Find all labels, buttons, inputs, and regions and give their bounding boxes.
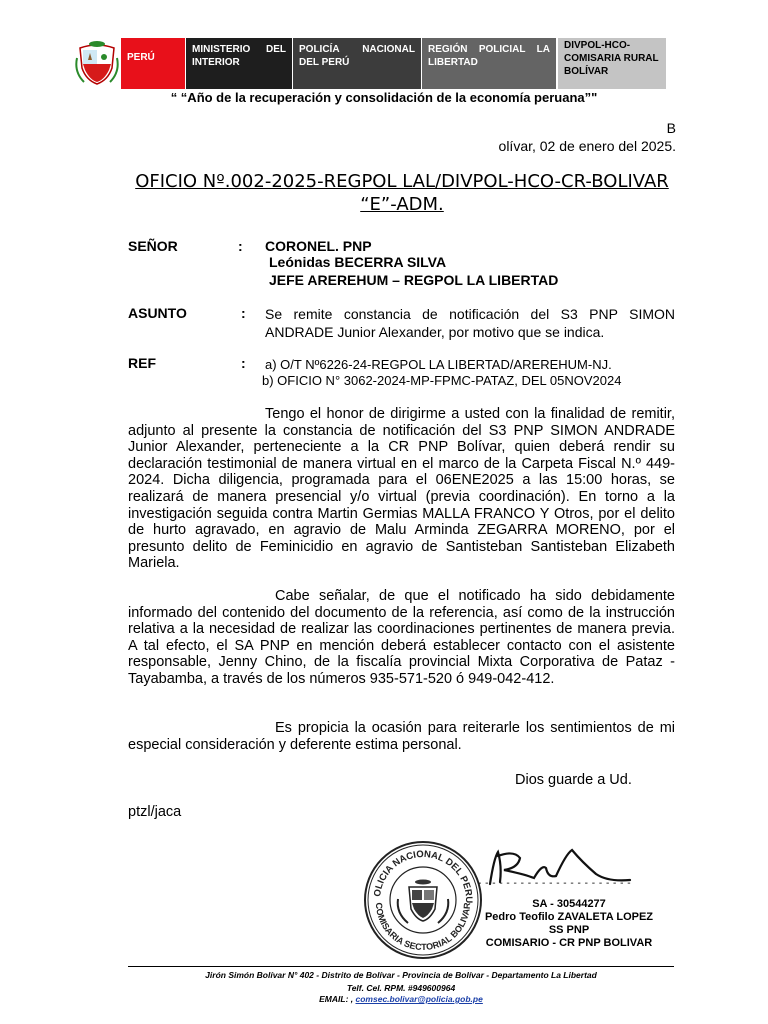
header-ministry: MINISTERIO DEL INTERIOR xyxy=(186,38,292,89)
reference-colon: : xyxy=(241,355,246,371)
national-shield-logo xyxy=(74,38,120,89)
header-region: REGIÓN POLICIAL LA LIBERTAD xyxy=(422,38,556,89)
addressee-colon: : xyxy=(238,238,243,254)
body-paragraph-3-text: Es propicia la ocasión para reiterarle los sentimientos de mi especial consideración y deferente estima personal. xyxy=(128,720,675,753)
header-peru: PERÚ xyxy=(121,38,185,89)
signer-rank: SS PNP xyxy=(548,924,590,936)
subject-label: ASUNTO xyxy=(128,305,187,321)
signer-post: COMISARIO - CR PNP BOLIVAR xyxy=(485,937,653,949)
signature-block xyxy=(474,898,664,950)
document-title: OFICIO Nº.002-2025-REGPOL LAL/DIVPOL-HCO-CR-BOLIVAR “E”-ADM. xyxy=(135,171,669,215)
police-seal-stamp xyxy=(362,839,484,961)
seal-bottom-text: COMISARIA SECTORIAL BOLIVAR xyxy=(373,902,473,953)
footer-email-link[interactable]: comsec.bolivar@policia.gob.pe xyxy=(355,994,483,1004)
subject-text: Se remite constancia de notificación del S3 PNP SIMON ANDRADE Junior Alexander, por motivo que se indica. xyxy=(265,306,675,340)
header-police: POLICÍA NACIONAL DEL PERÚ xyxy=(293,38,421,89)
date-line-1: B xyxy=(666,120,676,136)
body-paragraph-2-text: Cabe señalar, de que el notificado ha sido debidamente informado del contenido del documento de la referencia, así como de la instrucción relativa a la necesidad de realizar las coordinaciones pertinentes de manera previa. A tal efecto, el SA PNP en mención deberá establecer contacto con el asistente responsable, Jenny Chino, de la fiscalía provincial Mixta Corporativa de Pataz - Tayabamba, a través de los números 935-571-520 ó 949-042-412. xyxy=(128,588,675,687)
signer-id: SA - 30544277 xyxy=(532,898,606,910)
body-paragraph-3 xyxy=(128,720,675,753)
signature-dots: - - - - - - - - - - - - - - - - - - - - - - xyxy=(478,878,632,889)
closing-salutation: Dios guarde a Ud. xyxy=(515,772,632,788)
addressee-name: Leónidas BECERRA SILVA xyxy=(269,254,447,270)
footer-phone: Telf. Cel. RPM. #949600964 xyxy=(346,983,456,993)
addressee-post: JEFE AREREHUM – REGPOL LA LIBERTAD xyxy=(269,272,559,288)
body-paragraph-2 xyxy=(128,588,675,688)
date-line-2: olívar, 02 de enero del 2025. xyxy=(498,138,676,154)
subject-colon: : xyxy=(241,305,246,321)
addressee-label: SEÑOR xyxy=(128,238,178,254)
footer-address: Jirón Simón Bolívar N° 402 - Distrito de Bolívar - Provincia de Bolívar - Departamento La Libertad xyxy=(205,970,597,980)
body-paragraph-1-text: Tengo el honor de dirigirme a usted con la finalidad de remitir, adjunto al presente la constancia de notificación del S3 PNP SIMON ANDRADE Junior Alexander, perteneciente a la CR PNP Bolívar, quien deberá rendir su declaración testimonial de manera virtual en el marco de la Carpeta Fiscal N.º 449-2024. Dicha diligencia, programada para el 06ENE2025 a las 15:00 horas, se realizará de manera presencial y/o virtual (previa coordinación). En torno a la investigación seguida contra Martin Germias MALLA FRANCO Y Otros, por el delito de hurto agravado, en agravio de Malu Arminda ZEGARRA MORENO, por el presunto delito de Feminicidio en agravio de Santisteban Santisteban Elizabeth Mariela. xyxy=(128,406,675,572)
signer-name: Pedro Teofilo ZAVALETA LOPEZ xyxy=(484,911,654,923)
reference-a: a) O/T Nº6226-24-REGPOL LA LIBERTAD/AREREHUM-NJ. xyxy=(265,357,612,372)
footer-divider xyxy=(128,966,674,967)
footer-email-label: EMAIL: , xyxy=(319,994,354,1004)
seal-top-text: OLICIA NACIONAL DEL PERU xyxy=(372,848,475,904)
reference-b: b) OFICIO N° 3062-2024-MP-FPMC-PATAZ, DEL 05NOV2024 xyxy=(262,373,622,388)
reference-label: REF xyxy=(128,355,156,371)
footer-email-line xyxy=(128,994,674,1004)
year-motto: “ “Año de la recuperación y consolidación de la economía peruana”" xyxy=(170,90,598,105)
header-division: DIVPOL-HCO-COMISARIA RURAL BOLÍVAR xyxy=(558,38,666,89)
body-paragraph-1 xyxy=(128,406,675,572)
typist-initials: ptzl/jaca xyxy=(128,804,182,820)
addressee-rank: CORONEL. PNP xyxy=(265,238,372,254)
